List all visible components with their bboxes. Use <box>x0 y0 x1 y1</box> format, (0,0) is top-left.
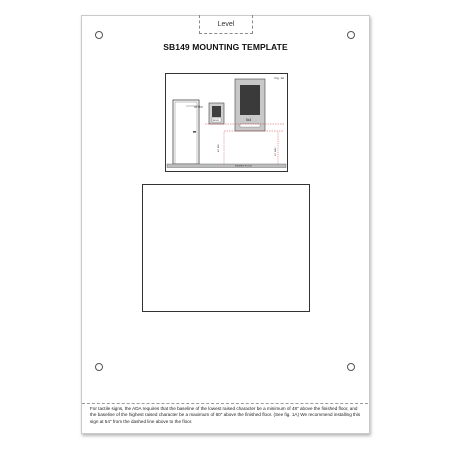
floor-strip <box>167 164 286 168</box>
measurement-dashed-line <box>82 403 368 404</box>
level-label: Level <box>217 20 235 28</box>
left-dimension-label: 48" MIN <box>218 144 220 152</box>
installation-diagram <box>165 73 288 172</box>
door-label: 36" MIN <box>194 106 203 109</box>
right-dimension-label: 60" MAX <box>275 147 277 156</box>
door-handle <box>193 131 196 133</box>
small-sign-label: SB149 <box>212 119 219 122</box>
large-sign-face <box>240 85 260 115</box>
mounting-hole-top-left <box>95 31 103 39</box>
mounting-hole-top-right <box>347 31 355 39</box>
sign-placement-area <box>142 184 310 312</box>
floor-label: FINISHED FLOOR <box>235 165 252 168</box>
mounting-hole-bottom-left <box>95 363 103 371</box>
large-sign-label: 5x3 <box>246 118 252 122</box>
figure-label: Fig. 1A <box>274 76 284 80</box>
ada-footnote: For tactile signs, the ADA requires that the baseline of the lowest raised character be a minimum of 48" above the finished floor, and the baseline of the highest raised character be a maximum of 60" above the finished floor. (See fig. 1A) We recommend installing this sign at 54" from the dashed line above to the floor. <box>90 406 361 424</box>
small-sign-face <box>212 106 221 117</box>
large-sign-plaque <box>240 124 260 127</box>
level-tab <box>199 15 253 34</box>
mounting-hole-bottom-right <box>347 363 355 371</box>
page-title: SB149 MOUNTING TEMPLATE <box>163 42 288 52</box>
diagram-drawing <box>166 74 287 171</box>
